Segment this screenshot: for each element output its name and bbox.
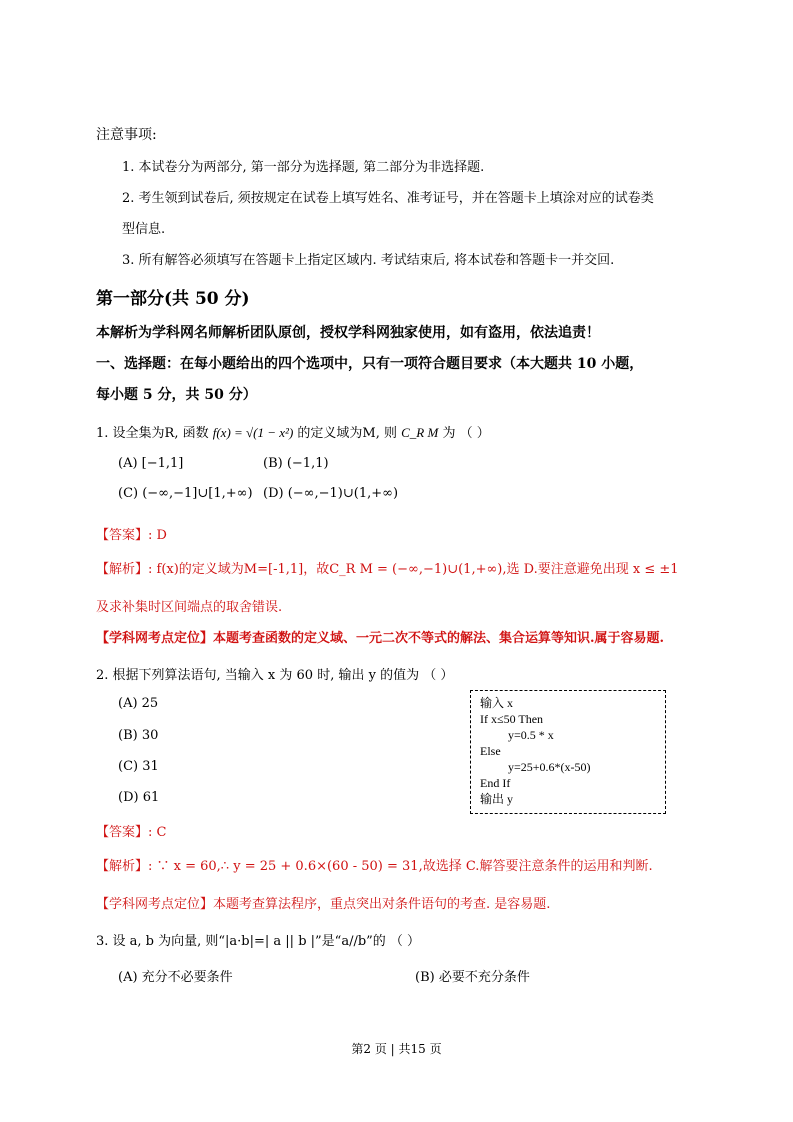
page-footer: 第2 页 | 共15 页	[351, 1042, 442, 1056]
q1-stem-text: 的定义域为M, 则	[297, 426, 397, 441]
algorithm-line: y=0.5 * x	[508, 728, 554, 742]
algorithm-line: y=25+0.6*(x-50)	[508, 760, 591, 774]
q2-option-c: (C) 31	[118, 759, 159, 774]
q3-option-a: (A) 充分不必要条件	[118, 970, 233, 985]
section-heading: 一、选择题：在每小题给出的四个选项中，只有一项符合题目要求（本大题共 10 小题，	[96, 356, 644, 372]
q1-answer: 【答案】: D	[96, 528, 167, 543]
part1-title: 第一部分(共 50 分)	[96, 289, 250, 309]
q3-option-b: (B) 必要不充分条件	[415, 970, 530, 985]
notice-item: 3. 所有解答必须填写在答题卡上指定区域内. 考试结束后, 将本试卷和答题卡一并交回.	[122, 253, 615, 268]
q1-option-d: (D) (−∞,−1)∪(1,+∞)	[263, 486, 399, 501]
algorithm-line: Else	[480, 744, 501, 758]
q1-option-b: (B) (−1,1)	[263, 456, 329, 471]
q2-option-d: (D) 61	[118, 790, 160, 805]
q1-knowledge-point: 【学科网考点定位】本题考查函数的定义域、一元二次不等式的解法、集合运算等知识.属于容易题.	[96, 631, 665, 646]
question-1-stem	[96, 422, 490, 441]
q1-stem-text: 1. 设全集为R, 函数	[96, 426, 209, 441]
q1-stem-text: 为 （ ）	[442, 426, 490, 441]
q2-knowledge-point: 【学科网考点定位】本题考查算法程序，重点突出对条件语句的考查. 是容易题.	[96, 897, 551, 912]
q1-analysis: 【解析】: f(x)的定义域为M=[-1,1]，故C_R M = (−∞,−1)∪(1,+∞),选 D.要注意避免出现 x ≤ ±1	[96, 562, 679, 577]
q1-option-c: (C) (−∞,−1]∪[1,+∞)	[118, 486, 253, 501]
section-heading-cont: 每小题 5 分，共 50 分）	[96, 387, 257, 403]
q2-answer: 【答案】: C	[96, 825, 167, 840]
notice-item: 1. 本试卷分为两部分, 第一部分为选择题, 第二部分为非选择题.	[122, 160, 485, 175]
algorithm-box	[470, 690, 666, 814]
q2-option-b: (B) 30	[118, 728, 159, 743]
algorithm-line: 输入 x	[480, 696, 514, 710]
q1-option-a: (A) [−1,1]	[118, 456, 184, 471]
algorithm-line: End If	[480, 776, 511, 790]
notice-title: 注意事项:	[96, 127, 157, 143]
copyright-notice: 本解析为学科网名师解析团队原创，授权学科网独家使用，如有盗用，依法追责！	[96, 325, 600, 341]
notice-item: 2. 考生领到试卷后, 须按规定在试卷上填写姓名、准考证号，并在答题卡上填涂对应的试卷类	[122, 191, 654, 206]
question-2-stem: 2. 根据下列算法语句, 当输入 x 为 60 时, 输出 y 的值为 （ ）	[96, 668, 454, 683]
q1-complement: C_R M	[401, 425, 439, 440]
q2-analysis: 【解析】: ∵ x = 60,∴ y = 25 + 0.6×(60 - 50) = 31,故选择 C.解答要注意条件的运用和判断.	[96, 859, 653, 874]
q2-option-a: (A) 25	[118, 696, 159, 711]
q1-formula: f(x) = √(1 − x²)	[212, 425, 294, 440]
q1-analysis-cont: 及求补集时区间端点的取舍错误.	[96, 600, 283, 615]
algorithm-line: If x≤50 Then	[480, 712, 544, 726]
notice-item: 型信息.	[122, 222, 166, 237]
algorithm-line: 输出 y	[480, 792, 514, 806]
question-3-stem: 3. 设 a, b 为向量, 则“|a·b|=| a || b |”是“a//b”的 （ ）	[96, 934, 421, 949]
